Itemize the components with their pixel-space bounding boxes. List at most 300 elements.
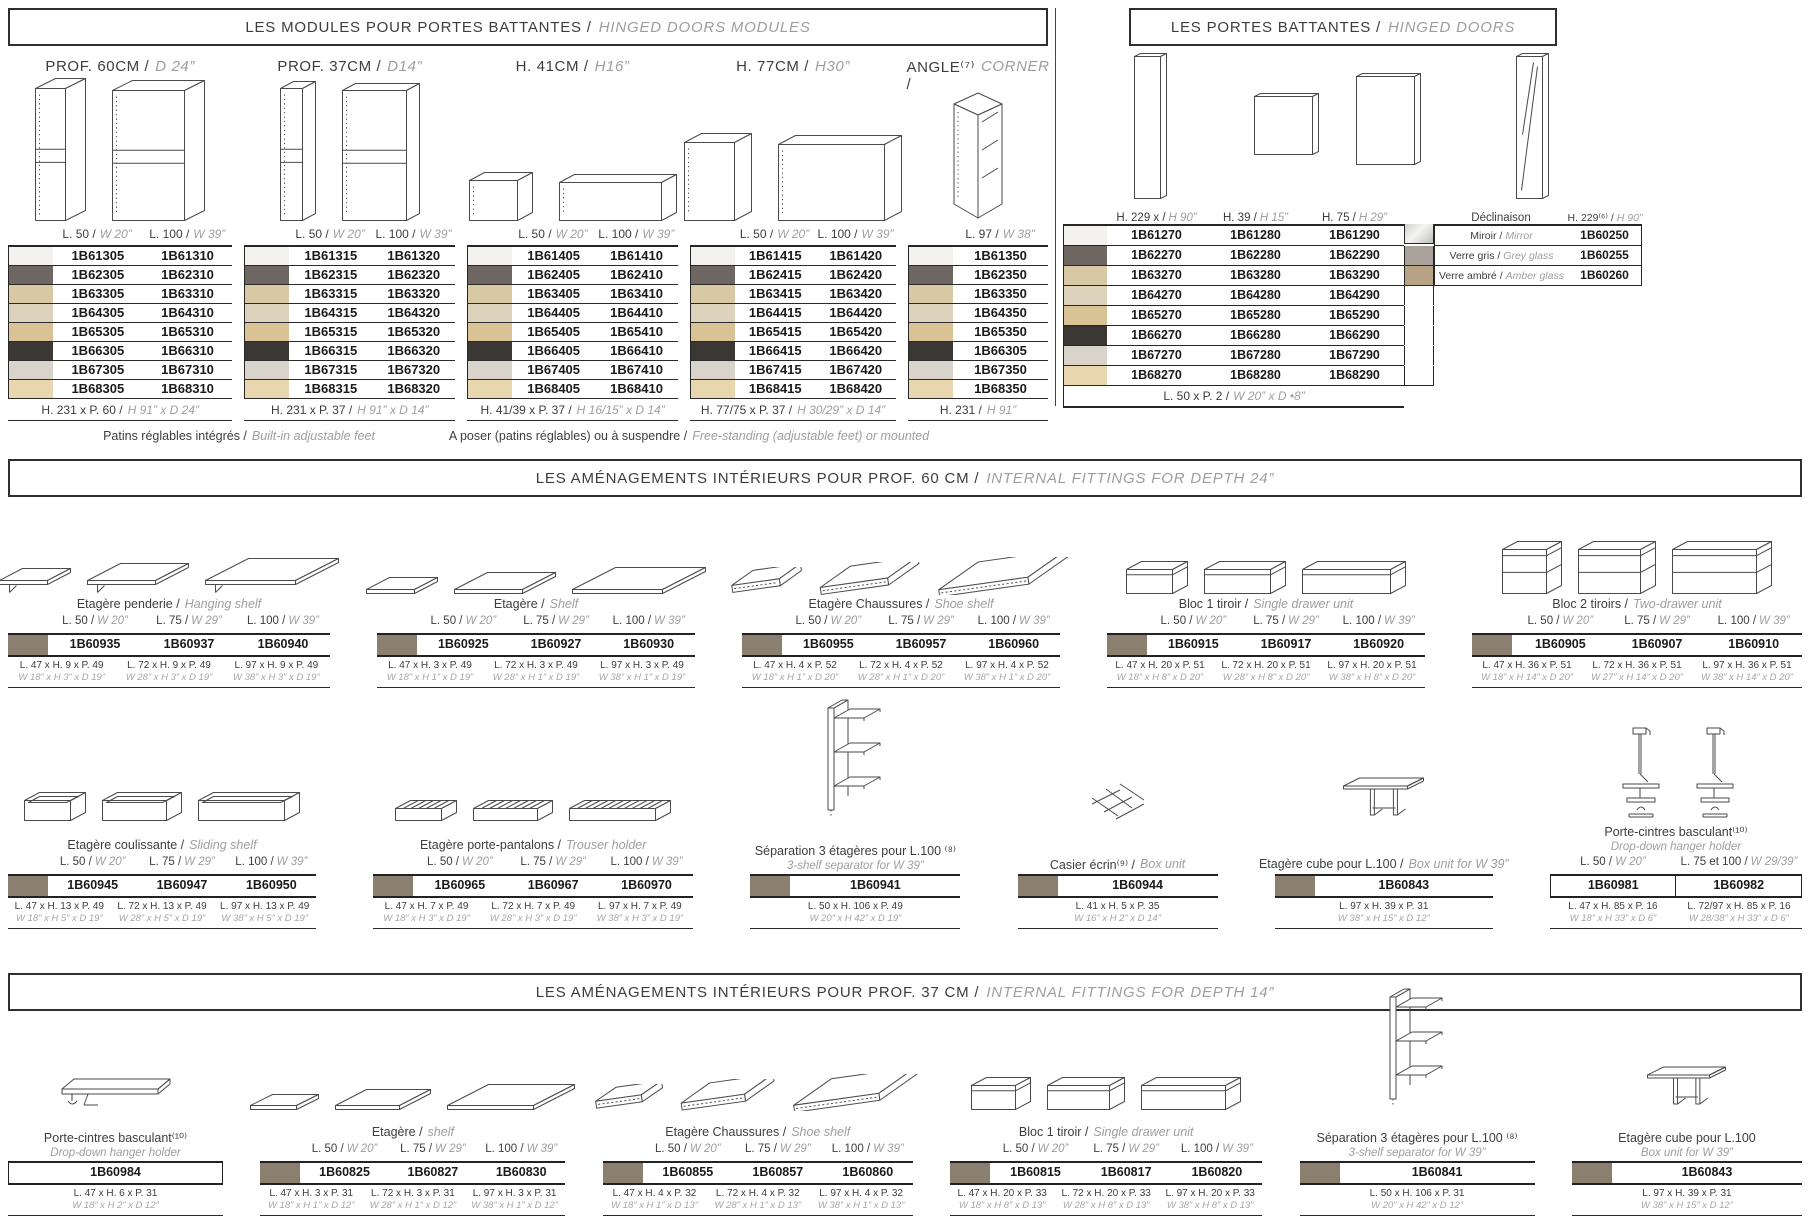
product-code: 1B66280: [1206, 326, 1305, 346]
product-code: 1B60817: [1100, 1165, 1152, 1179]
finish-swatch: [245, 380, 289, 398]
size-header-fr: L. 50 /: [1580, 856, 1613, 868]
dimension-imperial: W 38” x H 15” x D 12”: [1641, 1199, 1733, 1211]
module-code-table: [908, 245, 1048, 399]
fitting-drawings: [8, 509, 330, 595]
product-code: 1B60820: [1191, 1165, 1243, 1179]
size-header: [1147, 615, 1240, 633]
doors-size-header-fr: H. 75 /: [1321, 212, 1356, 224]
product-code: 1B62310: [161, 267, 214, 282]
product-code: 1B64415: [748, 305, 802, 320]
size-header-fr: L. 100 /: [246, 615, 286, 627]
size-header-fr: L. 75 et 100 /: [1680, 856, 1748, 868]
table-row: [468, 323, 678, 342]
dimension-metric: L. 50 x H. 106 x P. 31: [1369, 1188, 1465, 1199]
size-header-fr: L. 50 /: [1002, 1143, 1035, 1155]
dimension-cell: [8, 1188, 223, 1211]
dimension-metric: L. 47 x H. 3 x P. 31: [269, 1188, 354, 1199]
dimension-imperial: W 18” x H 8” x D 20”: [1116, 671, 1204, 683]
glass-swatch: [1404, 224, 1434, 244]
product-code: 1B64405: [527, 305, 581, 320]
size-header-fr: L. 100 /: [1717, 615, 1757, 627]
finish-swatch: [909, 380, 953, 398]
fitting-size-headers: [260, 1143, 565, 1161]
product-code: 1B62290: [1305, 246, 1404, 266]
trouser-holder-drawing: [394, 799, 458, 822]
dimension-metric: L. 47 x H. 3 x P. 49: [388, 660, 472, 671]
dimension-imperial: W 38” x H 8” x D 20”: [1328, 671, 1416, 683]
fitting-size-headers: [8, 615, 330, 633]
dimension-imperial: W 28/38” x H 33” x D 6”: [1689, 912, 1789, 924]
dimension-metric: L. 97 x H. 13 x P. 49: [220, 901, 310, 912]
finish-swatch: [468, 361, 512, 379]
dimension-metric: L. 97 x H. 36 x P. 51: [1702, 660, 1792, 671]
dimension-metric: L. 72 x H. 4 x P. 32: [715, 1188, 800, 1199]
table-row: [245, 247, 455, 266]
empty-cell: [1568, 326, 1642, 345]
dimension-cell: [848, 660, 954, 683]
module-drawings: [244, 82, 455, 222]
dimension-cell: [1472, 660, 1582, 683]
dimension-imperial: W 18” x H 1” x D 12”: [267, 1199, 355, 1211]
single-drawer-drawing: [1140, 1076, 1242, 1111]
product-code: 1B60825: [319, 1165, 370, 1179]
module-dimensions: [690, 399, 896, 421]
module-column-title: [467, 58, 678, 82]
dimension-cell: [377, 660, 483, 683]
fitting-header: [750, 822, 960, 874]
size-header-fr: L. 100 /: [977, 615, 1017, 627]
fitting-header: [1107, 595, 1425, 633]
product-code: 1B67290: [1305, 346, 1404, 366]
shoe-shelf-drawing: [594, 1084, 665, 1111]
product-code: 1B60957: [895, 637, 947, 651]
dimension-cell: [480, 901, 587, 924]
size-header: [288, 227, 371, 245]
finish-swatch: [9, 342, 53, 360]
finish-swatch: [9, 361, 53, 379]
product-code: 1B60917: [1260, 637, 1312, 651]
module-column-title-en: H30”: [815, 58, 850, 75]
product-code: 1B68305: [71, 381, 125, 396]
dimension-imperial: W 28” x H 1” x D 20”: [857, 671, 945, 683]
fitting-label-en: Two-drawer unit: [1633, 597, 1722, 611]
declinaison-size-header-en: H 90”: [1616, 212, 1643, 224]
two-drawer-drawing: [1577, 540, 1657, 595]
finish-swatch: [909, 247, 953, 265]
size-header: [1332, 615, 1425, 633]
product-code: 1B61270: [1107, 224, 1206, 246]
size-header-fr: L. 100 /: [149, 227, 190, 241]
fitting-dimensions: [603, 1185, 913, 1216]
cabinet-drawing: [558, 173, 678, 222]
fitting-header: [8, 822, 316, 874]
doors-title-en: HINGED DOORS: [1388, 18, 1516, 36]
product-code: 1B68415: [748, 381, 802, 396]
fitting-group: [8, 509, 330, 688]
empty-cell: [1404, 306, 1434, 325]
size-header-en: W 29”: [435, 1143, 466, 1155]
module-dimensions: [244, 399, 455, 421]
product-code: 1B60947: [156, 878, 208, 892]
size-header-en: W 29”: [923, 615, 954, 627]
table-row: [691, 380, 896, 399]
fittings60-title-en: INTERNAL FITTINGS FOR DEPTH 24”: [986, 469, 1275, 487]
table-row: [468, 247, 678, 266]
cube-shelf-drawing: [1342, 776, 1426, 822]
product-code: 1B66290: [1305, 326, 1404, 346]
dimension-imperial: W 18” x H 3” x D 19”: [18, 671, 105, 683]
dimension-cell: [1158, 1188, 1262, 1211]
fitting-code-bar: [8, 633, 330, 657]
fitting-drawings: [377, 509, 695, 595]
note-fr: Patins réglables intégrés /: [103, 429, 247, 443]
finish-swatch: [9, 304, 53, 322]
fitting-group: [377, 509, 695, 688]
finish-swatch: [909, 323, 953, 341]
empty-cell: [1404, 386, 1434, 405]
product-code: 1B68270: [1107, 366, 1206, 386]
two-drawer-drawing: [1671, 540, 1773, 595]
fitting-group: [950, 1023, 1262, 1225]
modules-notes: [8, 429, 1048, 443]
size-header: [477, 1143, 565, 1161]
product-code: 1B60940: [257, 637, 309, 651]
finish-swatch: [9, 380, 53, 398]
dimension-cell: [260, 1188, 362, 1211]
size-header-fr: L. 50 /: [795, 615, 828, 627]
table-row: [909, 247, 1048, 266]
size-header-en: W 29”: [779, 1143, 811, 1155]
fitting-dimensions: [750, 898, 960, 929]
fitting-label: [1107, 597, 1425, 614]
dimension-cell: [111, 901, 214, 924]
module-dimensions-en: H 91”: [986, 402, 1017, 417]
product-code: 1B65270: [1107, 306, 1206, 326]
dimension-cell: [1692, 660, 1802, 683]
fitting-label-en: Trouser holder: [566, 838, 647, 852]
module-column-title-fr: ANGLE⁽⁷⁾ /: [906, 59, 975, 93]
fitting-drawings: [950, 1023, 1262, 1111]
dimension-metric: L. 47 x H. 20 x P. 51: [1115, 660, 1205, 671]
fitting-group: [8, 710, 316, 929]
size-header: [733, 1143, 823, 1161]
size-header-fr: L. 75 /: [744, 1143, 777, 1155]
finish-swatch: [377, 635, 417, 655]
product-code: 1B65310: [161, 324, 214, 339]
product-code: 1B67420: [829, 362, 883, 377]
product-code: 1B63270: [1107, 266, 1206, 286]
fittings37-title-fr: LES AMÉNAGEMENTS INTÉRIEURS POUR PROF. 37 CM /: [535, 983, 980, 1001]
fitting-label-en: Shoe shelf: [934, 597, 994, 611]
table-row: [468, 285, 678, 304]
dimension-metric: L. 47 x H. 6 x P. 31: [73, 1188, 158, 1199]
product-code: 1B67280: [1206, 346, 1305, 366]
size-header-fr: L. 50 /: [1160, 615, 1193, 627]
fitting-label-line1: Séparation 3 étagères pour L.100 ⁽⁸⁾: [754, 844, 956, 858]
size-header-en: W 39”: [873, 1143, 904, 1155]
finish-swatch: [909, 266, 953, 284]
glass-label: [1434, 246, 1568, 266]
dimension-metric: L. 97 x H. 4 x P. 52: [965, 660, 1049, 671]
fitting-header: [1572, 1111, 1802, 1161]
finish-swatch: [691, 304, 735, 322]
product-code: 1B65415: [748, 324, 802, 339]
product-code: 1B60843: [1378, 878, 1430, 892]
product-code: 1B62320: [387, 267, 441, 282]
dimension-cell: [373, 901, 480, 924]
doors-table-headers: [1063, 204, 1802, 224]
finish-swatch: [9, 247, 53, 265]
module-column-title-fr: PROF. 37CM /: [277, 58, 382, 75]
fitting-code-bar: [1018, 874, 1218, 898]
product-code: 1B63315: [304, 286, 358, 301]
fitting-header: [603, 1111, 913, 1161]
table-row: [691, 266, 896, 285]
product-code: 1B65350: [974, 324, 1027, 339]
doors-size-header: [1305, 212, 1404, 224]
empty-cell: [1434, 306, 1568, 325]
product-code: 1B63320: [387, 286, 441, 301]
dimension-imperial: W 38” x H 3” x D 19”: [233, 671, 320, 683]
note-adjustable-feet: [8, 429, 470, 443]
doors-size-header-en: H 15”: [1259, 212, 1288, 224]
dimension-metric: L. 97 x H. 20 x P. 33: [1165, 1188, 1255, 1199]
fitting-label-fr: Etagère Chaussures /: [808, 597, 930, 611]
finish-swatch: [909, 342, 953, 360]
module-dimensions: [467, 399, 678, 421]
module-column: [690, 58, 896, 421]
product-code: 1B60950: [245, 878, 297, 892]
fitting-code-bar: [8, 1161, 223, 1185]
fitting-code-bar: [1472, 633, 1802, 657]
module-drawings: [467, 82, 678, 222]
doors-section: [1063, 8, 1802, 408]
fitting-dimensions: [8, 1185, 223, 1216]
dimension-imperial: W 20” x H 42” x D 19”: [809, 912, 902, 924]
size-header: [507, 856, 600, 874]
size-header-fr: L. 50 /: [311, 1143, 344, 1155]
fitting-size-headers: [1107, 615, 1425, 633]
size-header-fr: L. 50 /: [295, 227, 329, 241]
product-code: 1B60815: [1010, 1165, 1061, 1179]
size-header: [417, 615, 510, 633]
product-code: 1B61410: [610, 248, 663, 263]
fitting-drawings: [1275, 710, 1493, 822]
fitting-size-headers: [377, 615, 695, 633]
cabinet-drawing: [468, 171, 534, 222]
size-header-fr: L. 100 /: [1342, 615, 1382, 627]
finish-swatch: [1300, 1163, 1340, 1183]
dimension-metric: L. 97 x H. 3 x P. 31: [472, 1188, 557, 1199]
shelf-drawing: [365, 576, 439, 595]
dimension-imperial: W 28” x H 5” x D 19”: [118, 912, 206, 924]
fitting-header: [1018, 822, 1218, 874]
product-code: 1B66305: [71, 343, 125, 358]
product-code: 1B66305: [974, 343, 1027, 358]
dimension-imperial: W 18” x H 1” x D 19”: [386, 671, 474, 683]
fitting-drawings: [1107, 509, 1425, 595]
fitting-dimensions: [1550, 898, 1802, 929]
fitting-label: [373, 838, 693, 855]
table-row: [9, 361, 232, 380]
dimension-imperial: W 38” x H 8” x D 13”: [1166, 1199, 1254, 1211]
doors-size-header-en: H 29”: [1358, 212, 1387, 224]
product-code: 1B66415: [748, 343, 802, 358]
glass-swatch: [1404, 266, 1434, 286]
fitting-code-bar: [1107, 633, 1425, 657]
finish-swatch: [8, 876, 48, 896]
fitting-dimensions: [742, 657, 1060, 688]
doors-size-header-fr: H. 229 x /: [1116, 212, 1166, 224]
product-code: 1B62280: [1206, 246, 1305, 266]
fitting-header: [8, 1111, 223, 1161]
finish-swatch: [9, 323, 53, 341]
module-size-headers: [8, 227, 232, 245]
fitting-group: [260, 1023, 565, 1225]
dimension-cell: [1054, 1188, 1158, 1211]
size-header-fr: L. 75 /: [1253, 615, 1286, 627]
finish-swatch: [1063, 346, 1107, 366]
finish-swatch: [691, 361, 735, 379]
dimension-metric: L. 72 x H. 20 x P. 51: [1221, 660, 1311, 671]
product-code: 1B63410: [610, 286, 663, 301]
size-header: [48, 615, 142, 633]
doors-dimensions: [1063, 386, 1404, 408]
size-header: [990, 1143, 1081, 1161]
fitting-dimensions: [8, 898, 316, 929]
product-code: 1B65420: [829, 324, 883, 339]
fitting-label: [1258, 857, 1509, 874]
fitting-group: [1300, 1023, 1535, 1225]
product-code: 1B68320: [387, 381, 441, 396]
fitting-dimensions: [377, 657, 695, 688]
fitting-drawings: [1018, 710, 1218, 822]
fitting-label-en: Hanging shelf: [184, 597, 262, 611]
shoe-shelf-drawing: [936, 557, 1072, 595]
finish-swatch: [909, 304, 953, 322]
product-code: 1B63405: [527, 286, 581, 301]
fitting-code-bar: [603, 1161, 913, 1185]
dimension-imperial: W 16” x H 2” x D 14”: [1074, 912, 1161, 924]
product-code: 1B66315: [304, 343, 358, 358]
dimension-metric: L. 97 x H. 39 x P. 31: [1339, 901, 1429, 912]
product-code: 1B60930: [623, 637, 675, 651]
size-header-en: W 39”: [1384, 615, 1415, 627]
dimension-imperial: W 28” x H 8” x D 20”: [1222, 671, 1310, 683]
finish-swatch: [1063, 224, 1107, 246]
module-column: [908, 58, 1048, 421]
size-header-en: W 29/39”: [1750, 856, 1798, 868]
product-code: 1B65305: [71, 324, 125, 339]
size-header: [1512, 615, 1609, 633]
doors-dimensions-en: W 20” x D •8”: [1233, 389, 1305, 403]
finish-swatch: [750, 876, 790, 896]
finish-swatch: [468, 323, 512, 341]
glass-label: [1434, 224, 1568, 246]
fitting-label-en: Sliding shelf: [189, 838, 257, 852]
dimension-metric: L. 72/97 x H. 85 x P. 16: [1687, 901, 1791, 912]
module-code-table: [690, 245, 896, 399]
size-header-fr: L. 50 /: [739, 227, 774, 241]
size-header-en: W 39”: [419, 227, 452, 241]
product-code: 1B66320: [387, 343, 441, 358]
product-code: 1B64310: [161, 305, 214, 320]
product-code: 1B60920: [1353, 637, 1405, 651]
dimension-imperial: W 28” x H 3” x D 19”: [125, 671, 213, 683]
product-code: 1B64315: [304, 305, 358, 320]
fitting-group: [1472, 509, 1802, 688]
fittings37-row: [8, 1023, 1802, 1225]
table-row: [691, 323, 896, 342]
fitting-dimensions: [1107, 657, 1425, 688]
size-header-en: W 39”: [276, 856, 308, 868]
product-code: 1B62305: [71, 267, 125, 282]
dimension-metric: L. 47 x H. 13 x P. 49: [14, 901, 104, 912]
table-row: [909, 380, 1048, 399]
glass-label-fr: Verre ambré /: [1439, 269, 1503, 282]
fitting-group: [750, 710, 960, 929]
fitting-dimensions: [1472, 657, 1802, 688]
fitting-label-fr: Etagère cube pour L.100 /: [1258, 857, 1404, 871]
finish-swatch: [1063, 266, 1107, 286]
fitting-label-en: Single drawer unit: [1253, 597, 1354, 611]
fitting-code-bar: [1300, 1161, 1535, 1185]
fittings37-title-en: INTERNAL FITTINGS FOR DEPTH 14”: [986, 983, 1275, 1001]
module-column-title: [244, 58, 455, 82]
doors-size-header: [1206, 212, 1305, 224]
module-dimensions-fr: H. 231 /: [939, 402, 982, 417]
size-header-fr: L. 100 /: [817, 227, 858, 241]
dimension-cell: [223, 660, 330, 683]
size-header-en: W 39”: [654, 615, 685, 627]
size-header-en: W 20”: [465, 615, 497, 627]
single-drawer-drawing: [970, 1076, 1032, 1111]
finish-swatch: [1018, 876, 1058, 896]
fitting-label-en: Single drawer unit: [1093, 1125, 1194, 1139]
size-header: [227, 856, 316, 874]
size-header: [510, 615, 603, 633]
finish-swatch: [468, 247, 512, 265]
shoe-shelf-drawing: [818, 562, 922, 595]
fitting-label-line2: 3-shelf separator for W 39”: [1348, 1147, 1486, 1159]
fitting-label-line1: Porte-cintres basculant⁽¹⁰⁾: [1604, 825, 1748, 839]
product-code: 1B63350: [974, 286, 1027, 301]
size-header: [1609, 615, 1706, 633]
table-row: [468, 266, 678, 285]
door-panel-drawing: [1253, 92, 1320, 156]
module-column: [467, 58, 678, 421]
fitting-header: [1550, 822, 1802, 874]
dimension-imperial: W 18” x H 1” x D 20”: [751, 671, 839, 683]
size-header: [372, 227, 455, 245]
dimension-imperial: W 38” x H 15” x D 12”: [1337, 912, 1430, 924]
fitting-header: [742, 595, 1060, 633]
product-code: 1B60260: [1568, 266, 1642, 286]
shelf-separator-drawing: [1388, 981, 1446, 1111]
module-dimensions-fr: H. 77/75 x P. 37 /: [700, 402, 793, 417]
cube-shelf-drawing: [1646, 1065, 1728, 1111]
size-header-fr: L. 100 /: [485, 1143, 524, 1155]
size-header: [1172, 1143, 1263, 1161]
fitting-code-bar: [1550, 874, 1802, 898]
dimension-cell: [483, 660, 589, 683]
fitting-size-headers: [1472, 615, 1802, 633]
dimension-imperial: W 18” x H 14” x D 20”: [1481, 671, 1573, 683]
size-header-en: W 29”: [555, 856, 586, 868]
fitting-drawings: [750, 710, 960, 822]
finish-swatch: [909, 361, 953, 379]
